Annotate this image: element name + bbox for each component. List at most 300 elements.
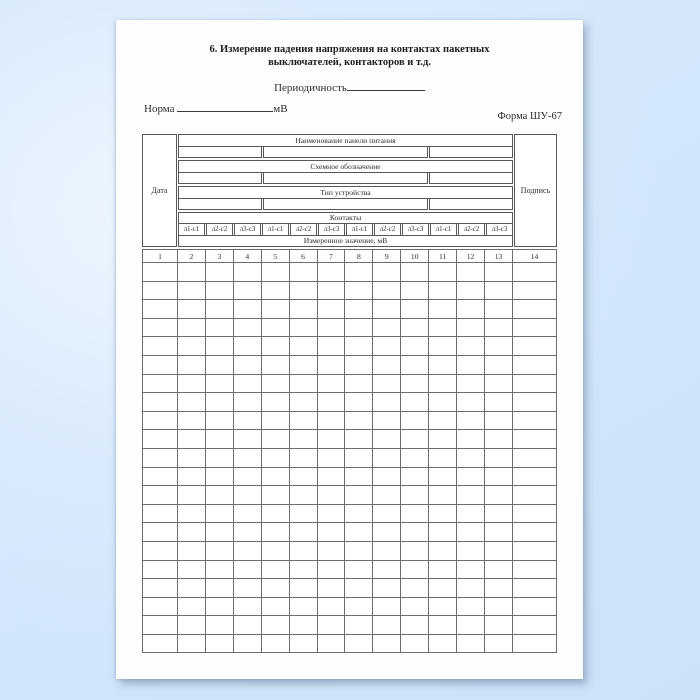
table-cell	[484, 634, 512, 653]
table-cell	[401, 430, 429, 449]
table-cell	[289, 411, 317, 430]
table-row	[143, 486, 557, 505]
table-cell	[317, 541, 345, 560]
table-cell	[429, 263, 457, 282]
table-cell	[261, 430, 289, 449]
table-row	[143, 467, 557, 486]
table-cell	[401, 541, 429, 560]
table-cell	[484, 411, 512, 430]
blank-input-cell	[263, 172, 429, 184]
table-cell	[373, 411, 401, 430]
table-cell	[317, 634, 345, 653]
table-cell	[233, 616, 261, 635]
column-number-cell: 11	[429, 250, 457, 263]
table-cell	[261, 616, 289, 635]
table-cell	[178, 448, 206, 467]
table-cell	[484, 560, 512, 579]
table-cell	[289, 560, 317, 579]
table-cell	[373, 300, 401, 319]
table-cell	[233, 374, 261, 393]
table-cell	[345, 411, 373, 430]
table-cell	[429, 504, 457, 523]
table-cell	[401, 355, 429, 374]
table-cell	[178, 393, 206, 412]
table-cell	[233, 318, 261, 337]
table-cell	[345, 579, 373, 598]
contact-label-cell: л3-с3	[318, 223, 345, 236]
table-cell	[429, 355, 457, 374]
table-cell	[484, 504, 512, 523]
table-cell	[373, 560, 401, 579]
table-cell	[143, 263, 178, 282]
schematic-input-row	[178, 172, 513, 184]
table-cell	[143, 467, 178, 486]
table-cell	[178, 523, 206, 542]
table-cell	[233, 448, 261, 467]
table-cell	[401, 634, 429, 653]
table-cell	[484, 579, 512, 598]
page-title-line1: 6. Измерение падения напряжения на контактах пакетных	[209, 44, 490, 55]
table-cell	[317, 281, 345, 300]
table-cell	[289, 597, 317, 616]
table-cell	[289, 300, 317, 319]
table-cell	[233, 634, 261, 653]
table-cell	[261, 281, 289, 300]
table-cell	[178, 318, 206, 337]
table-cell	[178, 430, 206, 449]
table-cell	[401, 616, 429, 635]
table-cell	[457, 467, 485, 486]
table-cell	[429, 597, 457, 616]
table-cell	[345, 430, 373, 449]
table-cell	[143, 504, 178, 523]
table-cell	[457, 523, 485, 542]
table-cell	[484, 616, 512, 635]
column-number-cell: 9	[373, 250, 401, 263]
table-cell	[345, 337, 373, 356]
table-cell	[317, 504, 345, 523]
table-cell	[429, 430, 457, 449]
table-row	[143, 541, 557, 560]
table-cell	[178, 597, 206, 616]
table-cell	[205, 597, 233, 616]
column-numbers-row	[143, 250, 557, 263]
table-cell	[457, 318, 485, 337]
table-cell	[289, 355, 317, 374]
table-cell	[513, 541, 557, 560]
table-cell	[317, 263, 345, 282]
table-cell	[178, 467, 206, 486]
table-cell	[289, 263, 317, 282]
table-cell	[233, 430, 261, 449]
table-cell	[429, 300, 457, 319]
table-cell	[261, 579, 289, 598]
table-cell	[317, 393, 345, 412]
table-cell	[345, 467, 373, 486]
measurement-table	[142, 134, 557, 653]
column-number-cell: 10	[401, 250, 429, 263]
table-row	[143, 597, 557, 616]
table-cell	[143, 300, 178, 319]
table-cell	[205, 281, 233, 300]
table-cell	[233, 411, 261, 430]
panel-name-header-row: Наименование панели питания	[178, 134, 513, 147]
table-cell	[261, 337, 289, 356]
table-cell	[457, 337, 485, 356]
table-cell	[457, 448, 485, 467]
table-cell	[373, 579, 401, 598]
table-cell	[317, 560, 345, 579]
table-cell	[289, 430, 317, 449]
table-cell	[513, 634, 557, 653]
table-row	[143, 411, 557, 430]
table-cell	[429, 411, 457, 430]
form-code-label: Форма ШУ-67	[497, 111, 562, 122]
periodicity-blank-line	[347, 80, 425, 91]
table-cell	[289, 448, 317, 467]
table-cell	[429, 560, 457, 579]
table-cell	[261, 541, 289, 560]
column-number-cell: 12	[457, 250, 485, 263]
table-cell	[345, 523, 373, 542]
table-cell	[373, 337, 401, 356]
signature-column-header: Подпись	[514, 134, 557, 247]
column-number-cell: 2	[178, 250, 206, 263]
blank-input-cell	[178, 198, 262, 210]
table-cell	[373, 281, 401, 300]
table-cell	[345, 560, 373, 579]
table-cell	[345, 616, 373, 635]
table-cell	[317, 430, 345, 449]
device-type-input-row	[178, 198, 513, 210]
table-cell	[457, 411, 485, 430]
table-header-middle	[178, 134, 513, 247]
column-number-cell: 8	[345, 250, 373, 263]
contact-label-cell: л2-с2	[206, 223, 233, 236]
table-cell	[178, 634, 206, 653]
table-cell	[205, 448, 233, 467]
table-cell	[373, 504, 401, 523]
table-cell	[143, 430, 178, 449]
table-cell	[345, 281, 373, 300]
table-cell	[178, 504, 206, 523]
table-cell	[261, 300, 289, 319]
table-cell	[261, 486, 289, 505]
table-cell	[143, 337, 178, 356]
table-cell	[429, 541, 457, 560]
table-cell	[261, 318, 289, 337]
table-cell	[513, 504, 557, 523]
table-cell	[373, 616, 401, 635]
table-cell	[457, 486, 485, 505]
table-cell	[373, 430, 401, 449]
table-cell	[373, 393, 401, 412]
table-cell	[261, 634, 289, 653]
table-cell	[345, 486, 373, 505]
table-cell	[289, 504, 317, 523]
table-cell	[143, 634, 178, 653]
table-cell	[205, 263, 233, 282]
table-cell	[205, 560, 233, 579]
table-cell	[317, 486, 345, 505]
table-cell	[457, 560, 485, 579]
table-row	[143, 523, 557, 542]
table-cell	[233, 523, 261, 542]
table-cell	[233, 281, 261, 300]
table-cell	[401, 337, 429, 356]
table-row	[143, 448, 557, 467]
table-cell	[401, 579, 429, 598]
contact-label-cell: л1-с1	[346, 223, 373, 236]
table-cell	[205, 374, 233, 393]
table-row	[143, 634, 557, 653]
table-cell	[178, 355, 206, 374]
table-cell	[513, 355, 557, 374]
table-cell	[429, 523, 457, 542]
table-cell	[289, 486, 317, 505]
table-cell	[317, 337, 345, 356]
table-row	[143, 504, 557, 523]
table-cell	[373, 263, 401, 282]
blank-input-cell	[429, 172, 513, 184]
table-cell	[373, 448, 401, 467]
table-cell	[345, 300, 373, 319]
table-cell	[484, 467, 512, 486]
table-cell	[205, 430, 233, 449]
table-cell	[401, 448, 429, 467]
page-title-line2: выключателей, контакторов и т.д.	[268, 56, 431, 68]
table-cell	[429, 448, 457, 467]
table-cell	[178, 560, 206, 579]
table-cell	[205, 634, 233, 653]
table-cell	[289, 393, 317, 412]
column-number-cell: 14	[513, 250, 557, 263]
norm-line	[144, 101, 288, 115]
table-cell	[261, 393, 289, 412]
table-row	[143, 355, 557, 374]
table-cell	[143, 486, 178, 505]
table-cell	[484, 374, 512, 393]
table-cell	[345, 541, 373, 560]
table-cell	[205, 541, 233, 560]
table-cell	[429, 579, 457, 598]
column-number-cell: 5	[261, 250, 289, 263]
table-cell	[457, 597, 485, 616]
table-cell	[261, 523, 289, 542]
column-number-cell: 1	[143, 250, 178, 263]
document-page	[116, 20, 583, 679]
table-cell	[484, 281, 512, 300]
table-cell	[457, 579, 485, 598]
table-cell	[143, 281, 178, 300]
table-cell	[457, 281, 485, 300]
table-cell	[317, 616, 345, 635]
table-cell	[429, 337, 457, 356]
column-number-cell: 6	[289, 250, 317, 263]
table-cell	[233, 467, 261, 486]
table-cell	[143, 355, 178, 374]
blank-input-cell	[429, 146, 513, 158]
table-cell	[345, 318, 373, 337]
table-cell	[513, 448, 557, 467]
table-cell	[205, 579, 233, 598]
table-cell	[401, 318, 429, 337]
table-cell	[484, 541, 512, 560]
table-cell	[345, 597, 373, 616]
contact-label-cell: л3-с3	[234, 223, 261, 236]
table-cell	[401, 504, 429, 523]
table-cell	[205, 355, 233, 374]
table-cell	[457, 393, 485, 412]
table-cell	[429, 616, 457, 635]
table-cell	[178, 411, 206, 430]
table-cell	[345, 504, 373, 523]
table-cell	[373, 523, 401, 542]
table-cell	[429, 467, 457, 486]
table-cell	[484, 355, 512, 374]
table-cell	[233, 263, 261, 282]
schematic-header-row: Схемное обозначение	[178, 160, 513, 173]
table-cell	[401, 393, 429, 412]
table-cell	[513, 300, 557, 319]
table-cell	[289, 318, 317, 337]
table-row	[143, 393, 557, 412]
table-cell	[429, 634, 457, 653]
periodicity-line	[116, 80, 583, 94]
periodicity-label: Периодичность	[274, 82, 347, 94]
table-cell	[233, 337, 261, 356]
table-cell	[233, 355, 261, 374]
table-cell	[233, 541, 261, 560]
contact-label-cell: л3-с3	[486, 223, 513, 236]
table-cell	[513, 337, 557, 356]
table-cell	[178, 300, 206, 319]
table-cell	[289, 337, 317, 356]
blank-input-cell	[263, 146, 429, 158]
table-cell	[233, 486, 261, 505]
table-cell	[401, 597, 429, 616]
contact-label-cell: л1-с1	[178, 223, 205, 236]
table-cell	[289, 523, 317, 542]
table-cell	[429, 281, 457, 300]
date-column-header: Дата	[142, 134, 177, 247]
column-number-cell: 3	[205, 250, 233, 263]
table-cell	[178, 263, 206, 282]
table-cell	[513, 281, 557, 300]
table-cell	[513, 411, 557, 430]
table-cell	[373, 486, 401, 505]
table-cell	[205, 318, 233, 337]
contact-label-cell: л3-с3	[402, 223, 429, 236]
table-cell	[513, 597, 557, 616]
contact-label-cell: л1-с1	[430, 223, 457, 236]
device-type-header-row: Тип устройства	[178, 186, 513, 199]
table-cell	[457, 300, 485, 319]
table-cell	[401, 300, 429, 319]
table-cell	[484, 393, 512, 412]
table-cell	[457, 430, 485, 449]
table-cell	[513, 616, 557, 635]
column-number-cell: 13	[484, 250, 512, 263]
table-cell	[205, 300, 233, 319]
table-cell	[373, 374, 401, 393]
table-cell	[143, 448, 178, 467]
table-cell	[373, 467, 401, 486]
table-row	[143, 300, 557, 319]
table-cell	[317, 355, 345, 374]
table-cell	[429, 486, 457, 505]
table-cell	[143, 374, 178, 393]
table-cell	[317, 318, 345, 337]
table-cell	[178, 616, 206, 635]
table-cell	[205, 616, 233, 635]
table-cell	[143, 597, 178, 616]
table-cell	[205, 467, 233, 486]
table-row	[143, 579, 557, 598]
table-cell	[513, 393, 557, 412]
table-cell	[143, 541, 178, 560]
table-cell	[345, 355, 373, 374]
contact-label-cell: л2-с2	[374, 223, 401, 236]
table-cell	[261, 411, 289, 430]
table-cell	[457, 504, 485, 523]
table-cell	[233, 300, 261, 319]
table-cell	[178, 281, 206, 300]
table-cell	[143, 579, 178, 598]
table-cell	[401, 486, 429, 505]
table-cell	[484, 318, 512, 337]
table-cell	[513, 523, 557, 542]
norm-label: Норма	[144, 103, 175, 115]
table-cell	[373, 355, 401, 374]
table-cell	[345, 374, 373, 393]
table-row	[143, 263, 557, 282]
table-cell	[178, 579, 206, 598]
table-cell	[457, 616, 485, 635]
measured-value-header-row: Измеренное значение, мВ	[178, 235, 513, 247]
table-cell	[429, 318, 457, 337]
blank-input-cell	[263, 198, 429, 210]
table-cell	[401, 263, 429, 282]
table-cell	[345, 393, 373, 412]
table-cell	[205, 393, 233, 412]
table-cell	[484, 430, 512, 449]
table-cell	[205, 486, 233, 505]
table-cell	[513, 430, 557, 449]
panel-name-input-row	[178, 146, 513, 158]
table-cell	[205, 337, 233, 356]
table-cell	[513, 263, 557, 282]
table-cell	[261, 374, 289, 393]
table-cell	[233, 579, 261, 598]
column-number-cell: 4	[233, 250, 261, 263]
table-cell	[317, 579, 345, 598]
table-cell	[261, 263, 289, 282]
table-cell	[513, 374, 557, 393]
norm-blank-line	[177, 101, 273, 112]
contacts-header-row: Контакты	[178, 212, 513, 224]
table-cell	[317, 448, 345, 467]
table-cell	[401, 523, 429, 542]
table-cell	[205, 523, 233, 542]
table-cell	[457, 374, 485, 393]
table-cell	[401, 467, 429, 486]
page-title	[126, 44, 573, 69]
table-cell	[233, 560, 261, 579]
table-cell	[143, 318, 178, 337]
table-cell	[429, 393, 457, 412]
table-cell	[457, 355, 485, 374]
